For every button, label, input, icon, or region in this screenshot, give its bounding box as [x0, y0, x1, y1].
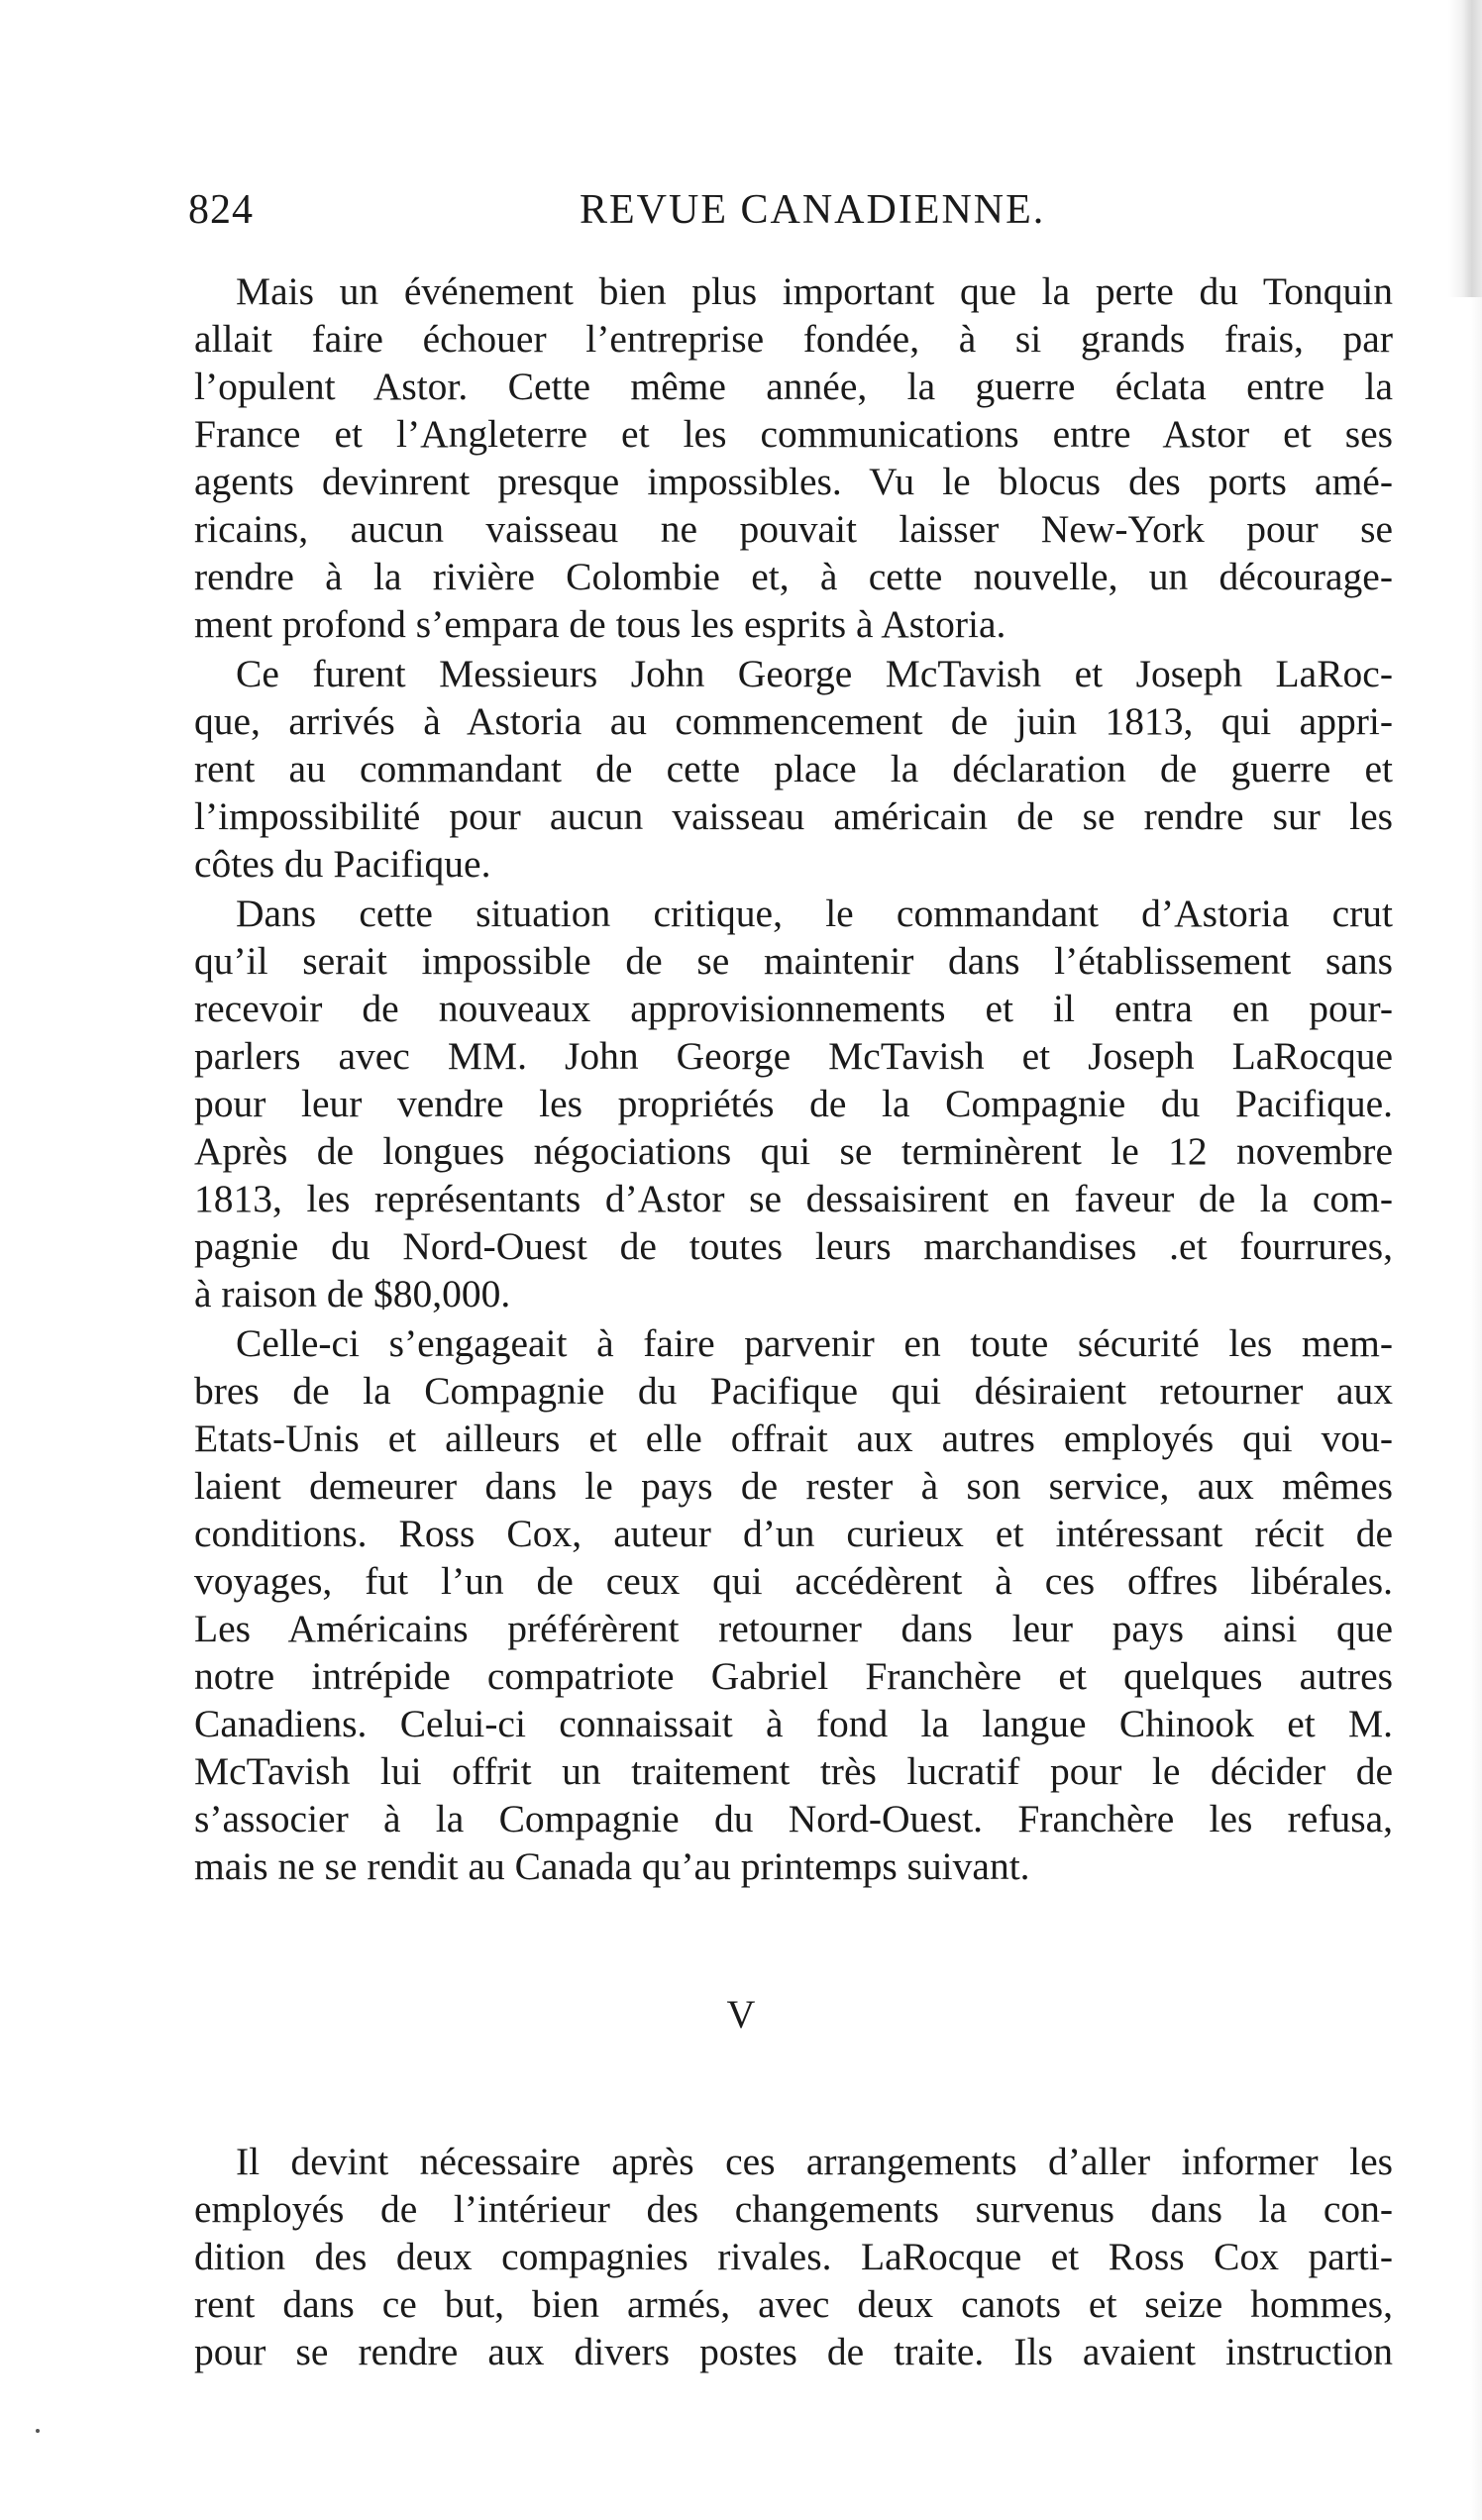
paragraph [194, 890, 1393, 1317]
page-edge-shadow [1448, 0, 1482, 297]
text-line: l’opulent Astor. Cette même année, la guerre éclata entre la [194, 365, 1393, 408]
text-line: laient demeurer dans le pays de rester à son service, aux mêmes [194, 1464, 1393, 1508]
text-line: Mais un événement bien plus important que la perte du Tonquin [236, 269, 1393, 313]
text-line: ment profond s’empara de tous les esprits à Astoria. [194, 602, 1006, 646]
text-line: employés de l’intérieur des changements survenus dans la con- [194, 2187, 1393, 2231]
text-line: Ce furent Messieurs John George McTavish et Joseph LaRoc- [236, 652, 1393, 695]
text-line: bres de la Compagnie du Pacifique qui désiraient retourner aux [194, 1369, 1393, 1413]
text-line: pagnie du Nord-Ouest de toutes leurs marchandises .et fourrures, [194, 1224, 1393, 1268]
text-line: s’associer à la Compagnie du Nord-Ouest. Franchère les refusa, [194, 1797, 1393, 1840]
text-line: McTavish lui offrit un traitement très lucratif pour le décider de [194, 1749, 1393, 1793]
paragraph [194, 2138, 1393, 2375]
running-title: REVUE CANADIENNE. [580, 187, 1046, 233]
text-line: que, arrivés à Astoria au commencement de juin 1813, qui appri- [194, 699, 1393, 743]
text-line: rent au commandant de cette place la déclaration de guerre et [194, 747, 1393, 790]
page-edge-shadow-lower [1470, 297, 1482, 2520]
text-line: France et l’Angleterre et les communications entre Astor et ses [194, 412, 1393, 456]
text-line: pour se rendre aux divers postes de traite. Ils avaient instruction [194, 2330, 1393, 2373]
text-line: rent dans ce but, bien armés, avec deux canots et seize hommes, [194, 2282, 1393, 2326]
paragraph [194, 267, 1393, 648]
text-line: recevoir de nouveaux approvisionnements et il entra en pour- [194, 987, 1393, 1030]
text-line: mais ne se rendit au Canada qu’au printemps suivant. [194, 1844, 1030, 1888]
text-line: voyages, fut l’un de ceux qui accédèrent à ces offres libérales. [194, 1559, 1393, 1603]
text-line: Les Américains préférèrent retourner dans leur pays ainsi que [194, 1607, 1393, 1650]
page-number: 824 [188, 187, 254, 233]
text-line: Celle-ci s’engageait à faire parvenir en toute sécurité les mem- [236, 1321, 1393, 1365]
text-line: Il devint nécessaire après ces arrangements d’aller informer les [236, 2140, 1393, 2183]
paragraph [194, 650, 1393, 888]
text-line: agents devinrent presque impossibles. Vu le blocus des ports amé- [194, 460, 1393, 503]
text-line: qu’il serait impossible de se maintenir dans l’établissement sans [194, 939, 1393, 983]
text-line: Après de longues négociations qui se terminèrent le 12 novembre [194, 1129, 1393, 1173]
text-line: l’impossibilité pour aucun vaisseau américain de se rendre sur les [194, 794, 1393, 838]
body-text [194, 267, 1393, 1890]
text-line: Etats-Unis et ailleurs et elle offrait aux autres employés qui vou- [194, 1417, 1393, 1460]
section-body-text [194, 2138, 1393, 2375]
page-header [188, 186, 1397, 246]
text-line: rendre à la rivière Colombie et, à cette nouvelle, un décourage- [194, 555, 1393, 598]
text-line: Canadiens. Celui-ci connaissait à fond la langue Chinook et M. [194, 1702, 1393, 1745]
text-line: 1813, les représentants d’Astor se dessaisirent en faveur de la com- [194, 1177, 1393, 1220]
text-line: pour leur vendre les propriétés de la Compagnie du Pacifique. [194, 1082, 1393, 1125]
text-line: parlers avec MM. John George McTavish et Joseph LaRocque [194, 1034, 1393, 1078]
section-heading: V [726, 1992, 756, 2037]
paragraph [194, 1319, 1393, 1890]
text-line: ricains, aucun vaisseau ne pouvait laisser New-York pour se [194, 507, 1393, 551]
text-line: notre intrépide compatriote Gabriel Franchère et quelques autres [194, 1654, 1393, 1698]
text-line: allait faire échouer l’entreprise fondée, à si grands frais, par [194, 317, 1393, 361]
text-line: Dans cette situation critique, le commandant d’Astoria crut [236, 892, 1393, 935]
text-line: conditions. Ross Cox, auteur d’un curieux et intéressant récit de [194, 1512, 1393, 1555]
text-line: à raison de $80,000. [194, 1272, 511, 1315]
text-line: dition des deux compagnies rivales. LaRocque et Ross Cox parti- [194, 2235, 1393, 2278]
text-line: côtes du Pacifique. [194, 842, 491, 886]
print-speck [36, 2429, 40, 2433]
